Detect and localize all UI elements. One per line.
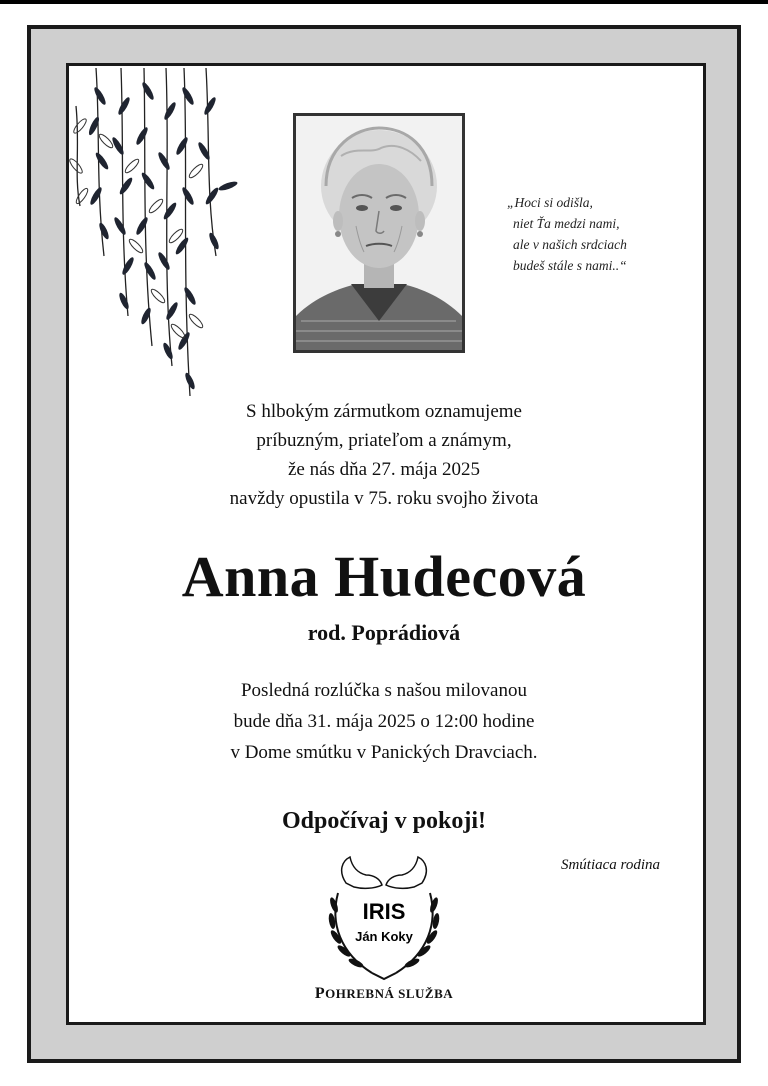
- death-announcement: [90, 397, 678, 513]
- family-signoff: Smútiaca rodina: [560, 857, 660, 873]
- quote-line: budeš stále s nami..“: [513, 258, 627, 273]
- funeral-details: [90, 675, 678, 768]
- deceased-name: Anna Hudecová: [181, 544, 587, 609]
- funeral-details-line: Posledná rozlúčka s našou milovanou: [240, 680, 527, 701]
- funeral-service-caption: [284, 985, 484, 1003]
- dove-icon: [342, 857, 427, 888]
- top-border-line: [0, 0, 768, 4]
- caption-rest: OHREBNÁ SLUŽBA: [325, 986, 454, 1001]
- announcement-line: S hlbokým zármutkom oznamujeme: [246, 401, 522, 422]
- funeral-service-logo: [316, 853, 452, 985]
- willow-branches-icon: [66, 66, 241, 401]
- announcement-line: že nás dňa 27. mája 2025: [287, 459, 481, 480]
- funeral-details-line: bude dňa 31. mája 2025 o 12:00 hodine: [233, 711, 535, 732]
- memorial-quote: [497, 192, 687, 276]
- announcement-line: navždy opustila v 75. roku svojho života: [229, 488, 539, 509]
- logo-brand-text: IRIS: [362, 899, 406, 924]
- quote-line: niet Ťa medzi nami,: [513, 216, 620, 231]
- rest-in-peace-heading: Odpočívaj v pokoji!: [281, 808, 487, 834]
- logo-owner-text: Ján Koky: [355, 929, 413, 944]
- funeral-details-line: v Dome smútku v Panických Dravciach.: [230, 742, 538, 763]
- portrait-photo: [293, 113, 465, 353]
- quote-line: ale v našich srdciach: [513, 237, 627, 252]
- announcement-line: príbuzným, priateľom a známym,: [256, 430, 512, 451]
- maiden-name: rod. Poprádiová: [307, 620, 461, 645]
- caption-initial: P: [314, 985, 326, 1002]
- quote-line: „Hoci si odišla,: [507, 195, 593, 210]
